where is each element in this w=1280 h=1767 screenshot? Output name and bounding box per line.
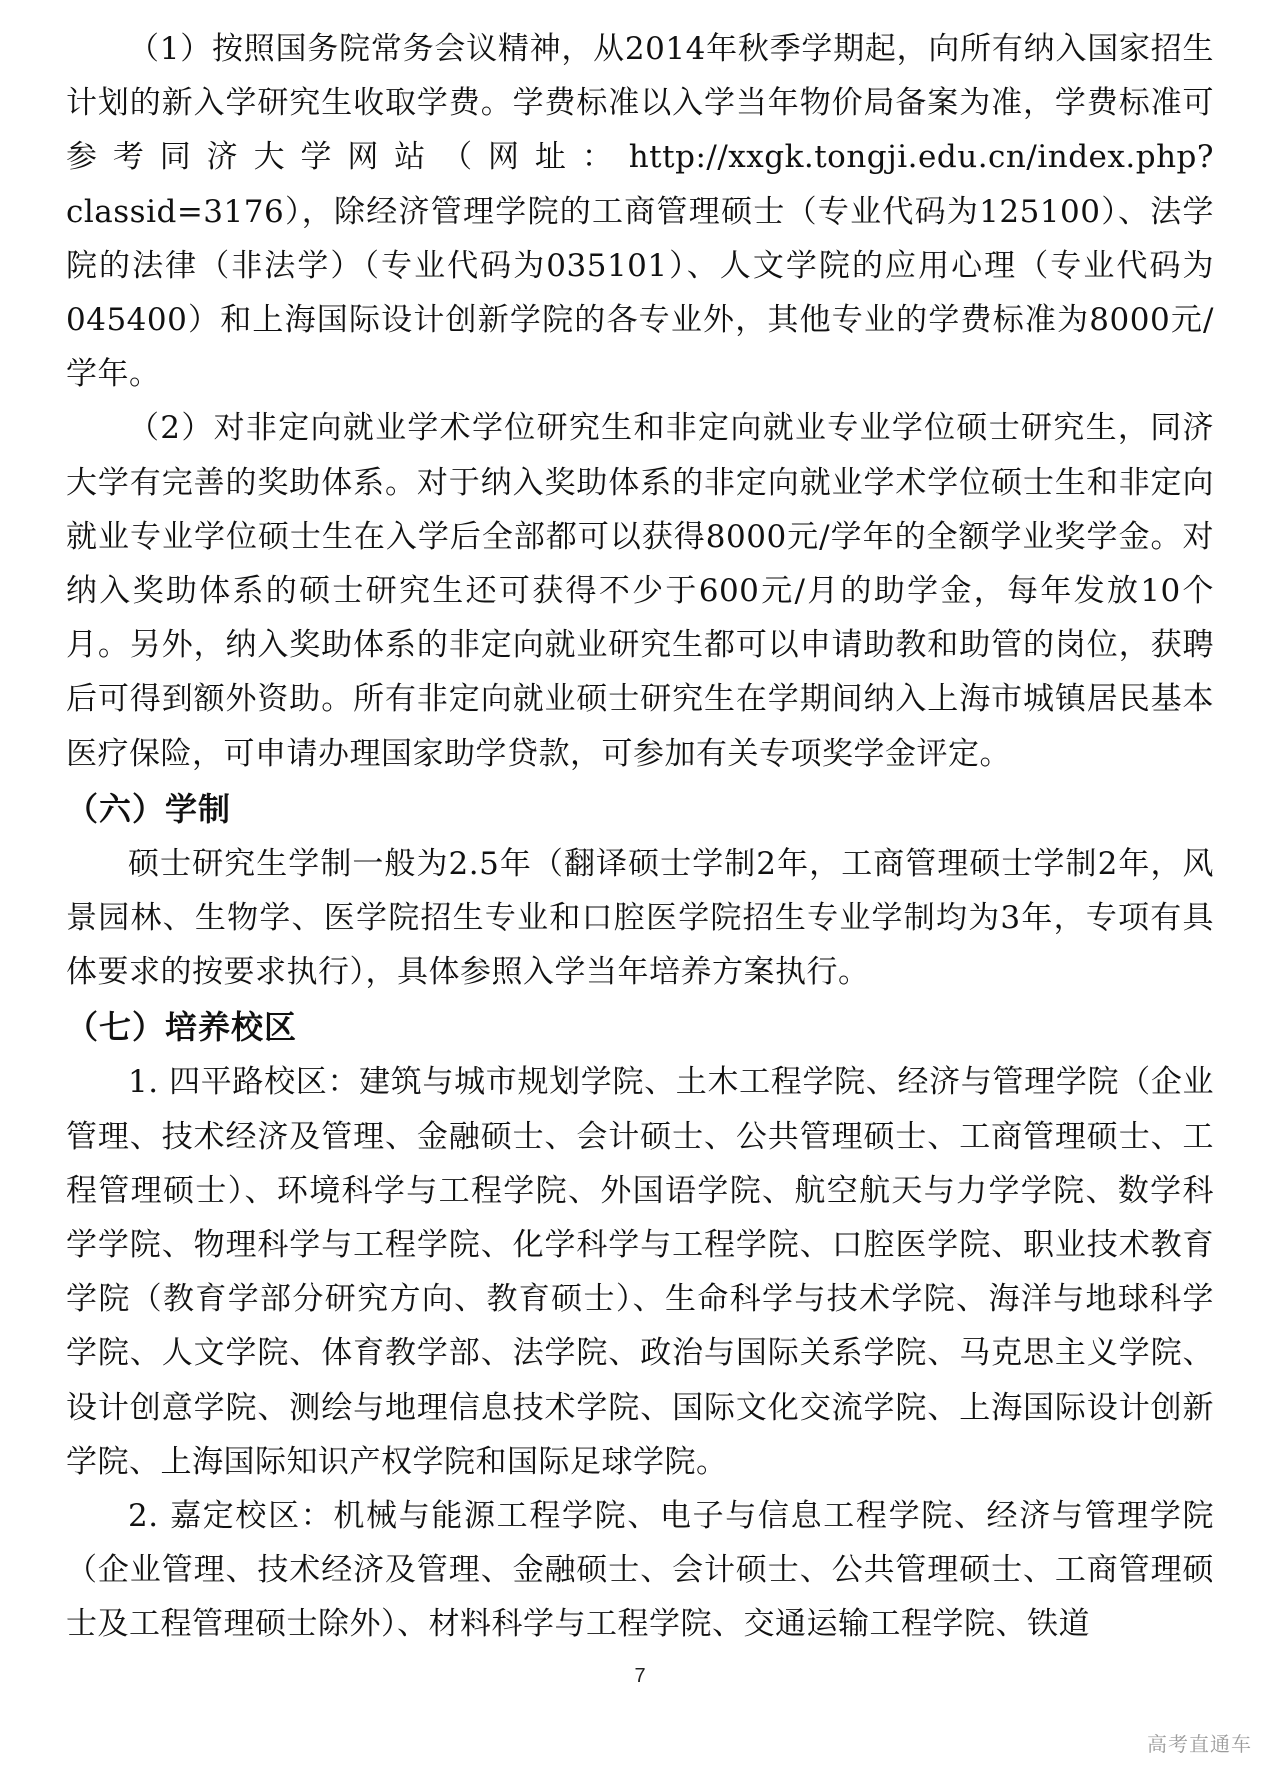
page-number: 7	[634, 1665, 646, 1687]
paragraph-tuition: （1）按照国务院常务会议精神，从2014年秋季学期起，向所有纳入国家招生计划的新入学研究生收取学费。学费标准以入学当年物价局备案为准，学费标准可参考同济大学网站（网址：http://xxgk.tongji.edu.cn/index.php?classid=3176），除经济管理学院的工商管理硕士（专业代码为125100）、法学院的法律（非法学）（专业代码为035101）、人文学院的应用心理（专业代码为045400）和上海国际设计创新学院的各专业外，其他专业的学费标准为8000元/学年。	[66, 31, 1214, 393]
paragraph-duration: 硕士研究生学制一般为2.5年（翻译硕士学制2年，工商管理硕士学制2年，风景园林、生物学、医学院招生专业和口腔医学院招生专业学制均为3年，专项有具体要求的按要求执行），具体参照入学当年培养方案执行。	[66, 845, 1214, 991]
paragraph-campus-siping: 1. 四平路校区：建筑与城市规划学院、土木工程学院、经济与管理学院（企业管理、技术经济及管理、金融硕士、会计硕士、公共管理硕士、工商管理硕士、工程管理硕士）、环境科学与工程学院、外国语学院、航空航天与力学学院、数学科学学院、物理科学与工程学院、化学科学与工程学院、口腔医学院、职业技术教育学院（教育学部分研究方向、教育硕士）、生命科学与技术学院、海洋与地球科学学院、人文学院、体育教学部、法学院、政治与国际关系学院、马克思主义学院、设计创意学院、测绘与地理信息技术学院、国际文化交流学院、上海国际设计创新学院、上海国际知识产权学院和国际足球学院。	[66, 1064, 1214, 1480]
watermark-text: 高考直通车	[1147, 1732, 1252, 1756]
paragraph-scholarship: （2）对非定向就业学术学位研究生和非定向就业专业学位硕士研究生，同济大学有完善的奖助体系。对于纳入奖助体系的非定向就业学术学位硕士生和非定向就业专业学位硕士生在入学后全部都可以获得8000元/学年的全额学业奖学金。对纳入奖助体系的硕士研究生还可获得不少于600元/月的助学金，每年发放10个月。另外，纳入奖助体系的非定向就业研究生都可以申请助教和助管的岗位，获聘后可得到额外资助。所有非定向就业硕士研究生在学期间纳入上海市城镇居民基本医疗保险，可申请办理国家助学贷款，可参加有关专项奖学金评定。	[66, 410, 1214, 772]
section-heading-campus: （七）培养校区	[66, 1008, 298, 1047]
section-heading-duration: （六）学制	[66, 789, 232, 828]
paragraph-campus-jiading: 2. 嘉定校区：机械与能源工程学院、电子与信息工程学院、经济与管理学院（企业管理、技术经济及管理、金融硕士、会计硕士、公共管理硕士、工商管理硕士及工程管理硕士除外）、材料科学与工程学院、交通运输工程学院、铁道	[66, 1498, 1214, 1643]
document-page	[66, 22, 1214, 1652]
